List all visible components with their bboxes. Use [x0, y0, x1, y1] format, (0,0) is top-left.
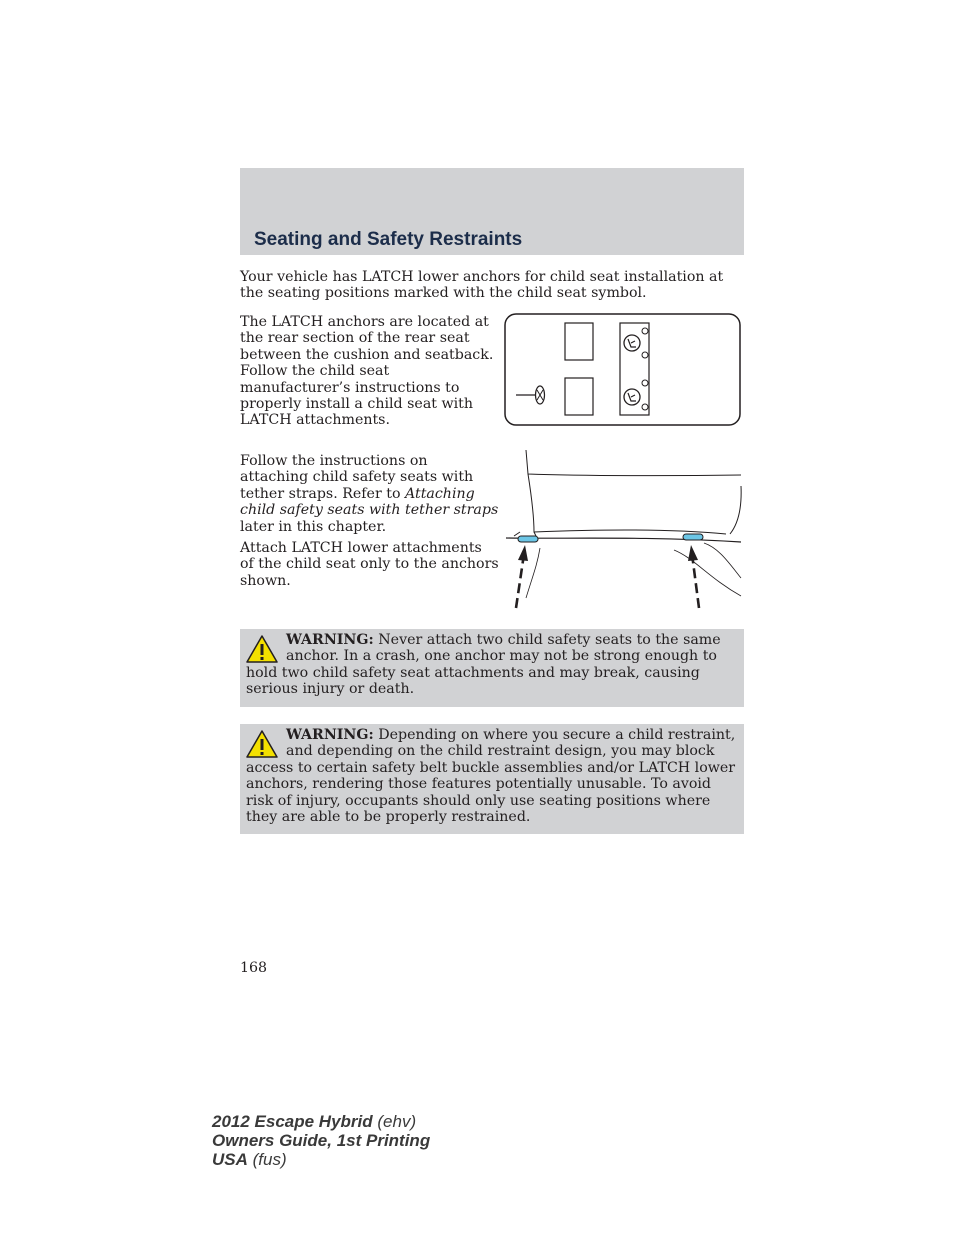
child-seat-icon [624, 335, 640, 351]
tether-text-end: later in this chapter. [240, 518, 387, 535]
arrow-left [516, 545, 528, 608]
footer-market: USA [212, 1150, 248, 1169]
tether-instructions-paragraph [240, 453, 500, 535]
steering-wheel-icon [516, 386, 545, 404]
section-header [240, 168, 744, 255]
footer-line-3 [212, 1150, 430, 1169]
warning-box [240, 724, 744, 834]
warning-box [240, 629, 744, 707]
warning-label: WARNING: [286, 727, 374, 743]
footer-edition: Owners Guide, 1st Printing [212, 1131, 431, 1150]
footer-line-2 [212, 1131, 430, 1150]
warning-text: Never attach two child safety seats to the same anchor. In a crash, one anchor may not be strong enough to hold two child safety seat attachments and may break, causing serious injury or death. [246, 632, 721, 698]
tether-cross-reference: Attaching child safety seats with tether straps [240, 485, 499, 519]
attach-latch-paragraph: Attach LATCH lower attachments of the child seat only to the anchors shown. [240, 540, 499, 589]
warning-triangle-icon [246, 634, 278, 664]
footer-model-code: (ehv) [372, 1112, 417, 1131]
footer-model: 2012 Escape Hybrid [212, 1112, 373, 1131]
latch-anchor-left [518, 536, 538, 542]
warning-label: WARNING: [286, 632, 374, 648]
warning-text: Depending on where you secure a child restraint, and depending on the child restraint design, you may block access to certain safety belt buckle assemblies and/or LATCH lower anchors, rendering those features potentially unusable. To avoid risk of injury, occupants should only use seating positions where they are able to be properly restrained. [246, 727, 736, 826]
document-footer [212, 1112, 430, 1169]
anchor-location-paragraph: The LATCH anchors are located at the rear section of the rear seat between the cushion and seatback. Follow the child seat manufacturer’s instructions to properly install a child seat with LATCH attachments. [240, 314, 494, 429]
footer-line-1 [212, 1112, 430, 1131]
arrow-right [688, 545, 699, 608]
latch-anchor-right [683, 534, 703, 540]
section-title: Seating and Safety Restraints [254, 229, 523, 250]
seat-symbol-diagram [504, 313, 741, 426]
warning-triangle-icon [246, 729, 278, 759]
footer-market-code: (fus) [247, 1150, 287, 1169]
intro-paragraph: Your vehicle has LATCH lower anchors for child seat installation at the seating positions marked with the child seat symbol. [240, 269, 724, 302]
tether-text-start: Follow the instructions on attaching child safety seats with tether straps. Refer to [240, 453, 474, 502]
child-seat-icon [624, 389, 640, 405]
page-number: 168 [240, 960, 268, 976]
latch-anchor-illustration [504, 448, 744, 612]
